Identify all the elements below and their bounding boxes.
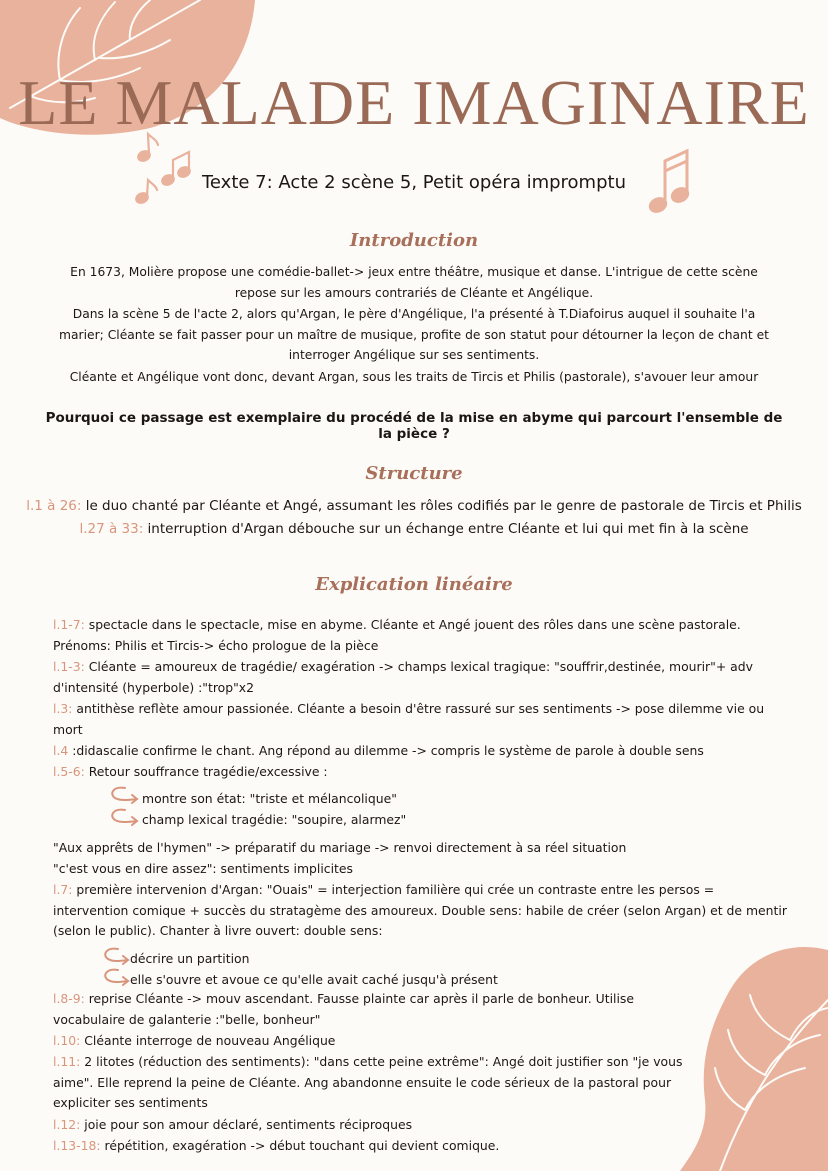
- music-notes-icon: [130, 128, 200, 213]
- analysis-text: répétition, exagération -> début touchant qui devient comique.: [100, 1138, 500, 1153]
- structure-text: le duo chanté par Cléante et Angé, assumant les rôles codifiés par le genre de pastorale de Tircis et Philis: [81, 498, 802, 514]
- curved-arrow-icon: [98, 966, 132, 988]
- analysis-text: "Aux apprêts de l'hymen" -> préparatif du mariage -> renvoi directement à sa réel situation: [53, 840, 627, 855]
- line-reference: l.4: [53, 743, 69, 758]
- analysis-text: spectacle dans le spectacle, mise en abyme. Cléante et Angé jouent des rôles dans une scène pastorale.: [84, 617, 741, 632]
- line-reference: l.5-6:: [53, 764, 85, 779]
- introduction-heading: Introduction: [349, 230, 479, 251]
- analysis-text: première intervenion d'Argan: "Ouais" = interjection familière qui crée un contraste entre les persos = intervention comique + succès du stratagème des amoureux. Double sens: habile de créer (selon Argan) et de mentir (selon le public). Chanter à livre ouvert: double sens:: [53, 882, 787, 939]
- line-reference: l.27 à 33:: [79, 521, 144, 537]
- curved-arrow-icon: [105, 784, 141, 806]
- analysis-text: "c'est vous en dire assez": sentiments implicites: [53, 861, 353, 876]
- analysis-text: Retour souffrance tragédie/excessive :: [84, 764, 328, 779]
- analysis-line: [53, 636, 793, 657]
- analysis-text: Prénoms: Philis et Tircis-> écho prologue de la pièce: [53, 638, 379, 653]
- line-reference: l.1 à 26:: [26, 498, 82, 514]
- analysis-line: [53, 615, 793, 636]
- problematique: Pourquoi ce passage est exemplaire du procédé de la mise en abyme qui parcourt l'ensemble de la pièce ?: [45, 410, 783, 442]
- line-reference: l.1-7:: [53, 617, 85, 632]
- analysis-line: [53, 880, 793, 942]
- analysis-text: Cléante interroge de nouveau Angélique: [80, 1033, 336, 1048]
- intro-paragraph-2: Dans la scène 5 de l'acte 2, alors qu'Argan, le père d'Angélique, l'a présenté à T.Diafoirus auquel il souhaite l'a marier; Cléante se fait passer pour un maître de musique, profite de son statut pour détourner la leçon de chant et interroger Angélique sur ses sentiments.: [59, 307, 769, 363]
- analysis-line: [53, 657, 793, 698]
- line-reference: l.3:: [53, 701, 73, 716]
- line-reference: l.1-3:: [53, 659, 85, 674]
- curved-arrow-icon: [98, 945, 132, 967]
- analysis-line: [53, 989, 703, 1030]
- line-reference: l.13-18:: [53, 1138, 101, 1153]
- analysis-line: [53, 741, 793, 762]
- analysis-line: [53, 1136, 793, 1157]
- analysis-line: [53, 859, 793, 880]
- analysis-line: [53, 1052, 708, 1114]
- intro-paragraph-3: Cléante et Angélique vont donc, devant Argan, sous les traits de Tircis et Philis (pastorale), s'avouer leur amour: [69, 370, 759, 384]
- structure-item: [0, 521, 828, 537]
- analysis-line: [53, 699, 793, 740]
- analysis-line: [53, 1115, 793, 1136]
- line-reference: l.8-9:: [53, 991, 85, 1006]
- analysis-text: joie pour son amour déclaré, sentiments réciproques: [80, 1117, 413, 1132]
- structure-text: interruption d'Argan débouche sur un échange entre Cléante et lui qui met fin à la scène: [143, 521, 749, 537]
- curved-arrow-icon: [105, 806, 141, 828]
- analysis-text: 2 litotes (réduction des sentiments): "dans cette peine extrême": Angé doit justifier son "je vous aime". Elle reprend la peine de Cléante. Ang abandonne ensuite le code sérieux de la pastoral pour expliciter ses sentiments: [53, 1054, 683, 1111]
- line-reference: l.11:: [53, 1054, 81, 1069]
- sub-point: décrire un partition: [130, 951, 250, 966]
- sub-point: champ lexical tragédie: "soupire, alarmez": [142, 812, 407, 827]
- analysis-text: :didascalie confirme le chant. Ang répond au dilemme -> compris le système de parole à double sens: [68, 743, 704, 758]
- page-title: LE MALADE IMAGINAIRE: [18, 67, 810, 138]
- sub-point: elle s'ouvre et avoue ce qu'elle avait caché jusqu'à présent: [130, 972, 498, 987]
- music-note-icon: [644, 145, 694, 217]
- intro-paragraph-1: En 1673, Molière propose une comédie-ballet-> jeux entre théâtre, musique et danse. L'intrigue de cette scène repose sur les amours contrariés de Cléante et Angélique.: [70, 265, 758, 300]
- analysis-line: [53, 762, 793, 783]
- explication-heading: Explication linéaire: [315, 574, 513, 595]
- analysis-text: reprise Cléante -> mouv ascendant. Fausse plainte car après il parle de bonheur. Utilise vocabulaire de galanterie :"belle, bonheur": [53, 991, 634, 1027]
- analysis-line: [53, 838, 793, 859]
- line-reference: l.10:: [53, 1033, 81, 1048]
- line-reference: l.12:: [53, 1117, 81, 1132]
- analysis-text: antithèse reflète amour passionée. Cléante a besoin d'être rassuré sur ses sentiments -> pose dilemme vie ou mort: [53, 701, 765, 737]
- sub-point: montre son état: "triste et mélancolique": [142, 791, 397, 806]
- analysis-text: Cléante = amoureux de tragédie/ exagération -> champs lexical tragique: "souffrir,destinée, mourir"+ adv d'intensité (hyperbole) :"trop"x2: [53, 659, 753, 695]
- structure-heading: Structure: [365, 463, 463, 484]
- subtitle: Texte 7: Acte 2 scène 5, Petit opéra impromptu: [201, 172, 626, 193]
- structure-item: [0, 498, 828, 514]
- analysis-line: [53, 1031, 793, 1052]
- line-reference: l.7:: [53, 882, 73, 897]
